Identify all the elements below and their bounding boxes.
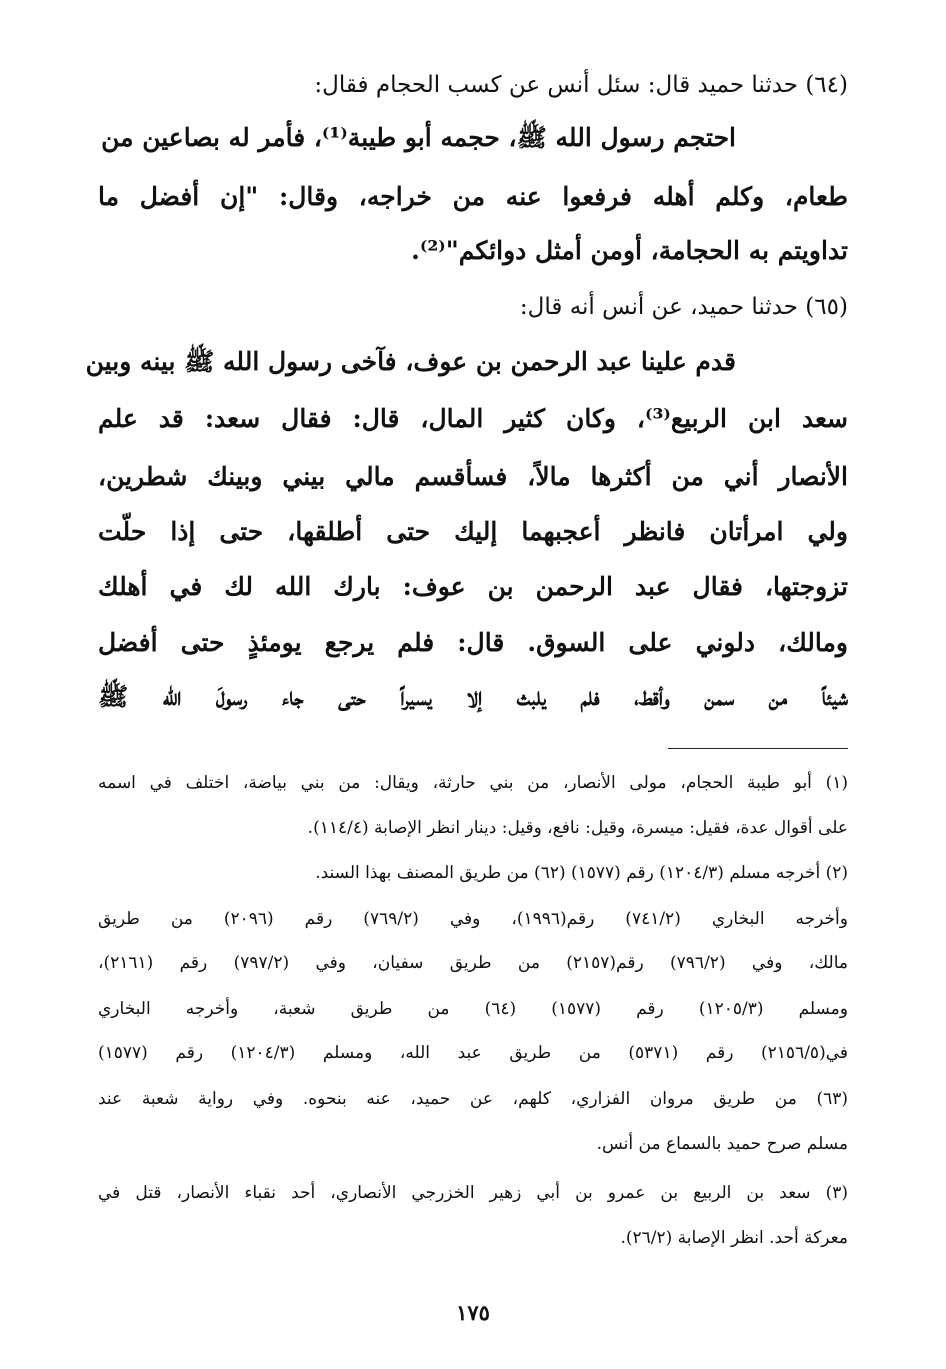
hadith-65-line-4: ولي امرأتان فانظر أعجبهما إليك حتى أطلقها، حتى إذا حلّت xyxy=(98,517,848,546)
hadith-65-line-2: سعد ابن الربيع⁽³⁾، وكان كثير المال، قال: فقال سعد: قد علم xyxy=(98,404,848,433)
hadith-64-intro: (٦٤) حدثنا حميد قال: سئل أنس عن كسب الحجام فقال: xyxy=(314,72,848,98)
hadith-65-line-1: قدم علينا عبد الرحمن بن عوف، فآخى رسول الله ﷺ بينه وبين xyxy=(85,347,736,376)
footnote-1-line-2: على أقوال عدة، فقيل: ميسرة، وقيل: نافع، وقيل: دينار انظر الإصابة (١١٤/٤). xyxy=(307,818,848,838)
footnote-2-line-5: في(٢١٥٦/٥) رقم (٥٣٧١) من طريق عبد الله، ومسلم (١٢٠٤/٣) رقم (١٥٧٧) xyxy=(98,1043,848,1063)
footnote-3-line-2: معركة أحد. انظر الإصابة (٢٦/٢). xyxy=(620,1228,848,1248)
hadith-65-line-3: الأنصار أني من أكثرها مالاً، فسأقسم مالي بيني وبينك شطرين، xyxy=(98,462,848,491)
hadith-65-line-6: ومالك، دلوني على السوق. قال: فلم يرجع يومئذٍ حتى أفضل xyxy=(98,628,848,657)
page-number: ١٧٥ xyxy=(456,1300,490,1325)
footnote-2-line-6: (٦٣) من طريق مروان الفزاري، كلهم، عن حميد، عنه بنحوه. وفي رواية شعبة عند xyxy=(98,1089,848,1109)
footnote-2-line-1: (٢) أخرجه مسلم (١٢٠٤/٣) رقم (١٥٧٧) (٦٢) من طريق المصنف بهذا السند. xyxy=(315,863,848,883)
hadith-64-line-1: احتجم رسول الله ﷺ، حجمه أبو طيبة⁽¹⁾، فأمر له بصاعين من xyxy=(101,123,736,152)
footnote-divider xyxy=(668,748,848,749)
footnote-3-line-1: (٣) سعد بن الربيع بن عمرو بن أبي زهير الخزرجي الأنصاري، أحد نقباء الأنصار، قتل في xyxy=(98,1183,848,1203)
hadith-65-line-5: تزوجتها، فقال عبد الرحمن بن عوف: بارك الله لك في أهلك xyxy=(98,572,848,601)
footnote-2-line-7: مسلم صرح حميد بالسماع من أنس. xyxy=(596,1134,848,1154)
hadith-65-line-7: شيئاً من سمن وأقط، فلم يلبث إلا يسيراً حتى جاء رسولَ الله ﷺ xyxy=(98,682,848,711)
footnote-2-line-4: ومسلم (١٢٠٥/٣) رقم (١٥٧٧) (٦٤) من طريق شعبة، وأخرجه البخاري xyxy=(98,999,848,1019)
hadith-64-line-3: تداويتم به الحجامة، أومن أمثل دوائكم"⁽²⁾. xyxy=(411,236,848,265)
hadith-65-intro: (٦٥) حدثنا حميد، عن أنس أنه قال: xyxy=(519,294,848,320)
hadith-64-line-2: طعام، وكلم أهله فرفعوا عنه من خراجه، وقال: "إن أفضل ما xyxy=(98,182,848,211)
footnote-2-line-2: وأخرجه البخاري (٧٤١/٢) رقم(١٩٩٦)، وفي (٧٦٩/٢) رقم (٢٠٩٦) من طريق xyxy=(98,909,848,929)
footnote-1-line-1: (١) أبو طيبة الحجام، مولى الأنصار، من بني حارثة، ويقال: من بني بياضة، اختلف في اسمه xyxy=(98,773,848,793)
footnote-2-line-3: مالك، وفي (٧٩٦/٢) رقم(٢١٥٧) من طريق سفيان، وفي (٧٩٧/٢) رقم (٢١٦١)، xyxy=(98,953,849,973)
